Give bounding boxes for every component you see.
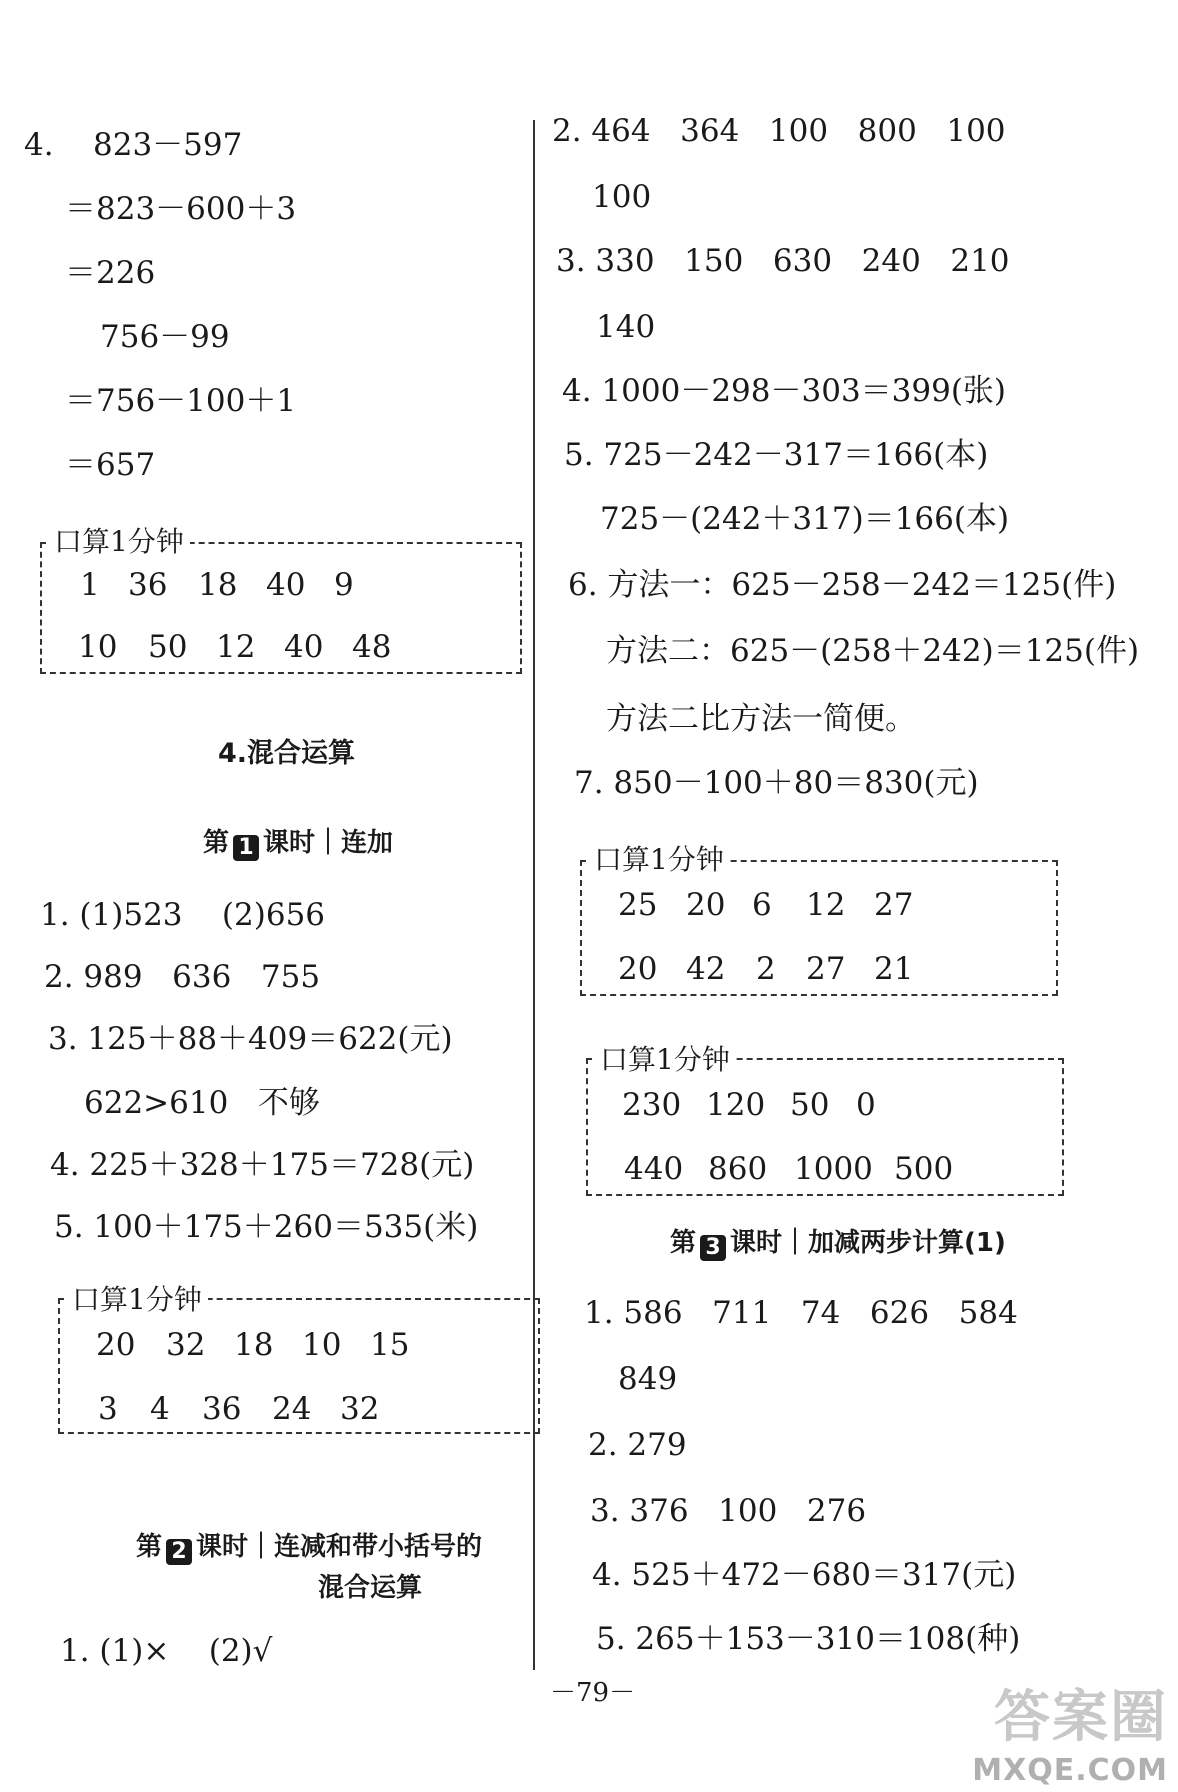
q4-line-4: 756－99 <box>100 319 230 355</box>
box2-r2-1: 4 <box>150 1391 170 1427</box>
box1-r2-2: 12 <box>216 629 256 665</box>
box4-r1-0: 230 <box>622 1087 682 1123</box>
box1-r1-0: 1 <box>80 567 100 603</box>
q4-line-3: ＝226 <box>65 255 156 291</box>
box1-r2-3: 40 <box>284 629 324 665</box>
box4-r2-2: 1000 <box>794 1151 873 1187</box>
lesson-2-prefix: 第 <box>136 1532 163 1562</box>
r-answer-5: 5. 725－242－317＝166(本) <box>564 437 989 473</box>
l3-answer-1b: 849 <box>618 1361 678 1397</box>
page-number: －79－ <box>550 1678 636 1708</box>
box2-r1-0: 20 <box>96 1327 136 1363</box>
l3-answer-1: 1. 586 711 74 626 584 <box>584 1295 1018 1331</box>
box1-label: 口算1分钟 <box>48 528 190 556</box>
r-answer-6c: 方法二比方法一简便。 <box>606 701 916 737</box>
lesson-2-suffix: 课时｜连减和带小括号的 <box>196 1532 483 1562</box>
column-divider <box>533 120 535 1670</box>
l1-answer-3: 3. 125＋88＋409＝622(元) <box>48 1021 453 1057</box>
box3-r1-0: 25 <box>618 887 658 923</box>
watermark-logo <box>972 1673 1168 1788</box>
r-answer-3b: 140 <box>596 309 656 345</box>
box4-r2-0: 440 <box>624 1151 684 1187</box>
r-answer-2b: 100 <box>592 179 652 215</box>
watermark-line-1: 答案圈 <box>994 1685 1168 1750</box>
box4-r1-3: 0 <box>856 1087 876 1123</box>
box1-r2-4: 48 <box>352 629 392 665</box>
section-title: 4.混合运算 <box>218 738 356 769</box>
l3-answer-2: 2. 279 <box>588 1427 687 1463</box>
r-answer-6b: 方法二：625－(258＋242)＝125(件) <box>606 633 1140 669</box>
lesson-2-number-badge: 2 <box>166 1539 192 1565</box>
box4-r1-1: 120 <box>706 1087 766 1123</box>
box4-r1-2: 50 <box>790 1087 830 1123</box>
q4-line-1: 4. 823－597 <box>24 127 243 163</box>
box1-r1-2: 18 <box>198 567 238 603</box>
r-answer-5b: 725－(242＋317)＝166(本) <box>600 501 1010 537</box>
l1-answer-5: 5. 100＋175＋260＝535(米) <box>54 1209 479 1245</box>
l3-answer-3: 3. 376 100 276 <box>590 1493 867 1529</box>
box2-label: 口算1分钟 <box>66 1286 208 1314</box>
q4-line-6: ＝657 <box>65 447 156 483</box>
box3-r1-1: 20 <box>686 887 726 923</box>
box2-r2-0: 3 <box>98 1391 118 1427</box>
box3-r2-2: 2 <box>756 951 776 987</box>
lesson-1-number-badge: 1 <box>233 835 259 861</box>
q4-line-5: ＝756－100＋1 <box>65 383 297 419</box>
l2-answer-1: 1. (1)× (2)√ <box>60 1633 273 1669</box>
lesson-3-number-badge: 3 <box>700 1235 726 1261</box>
lesson-2-heading-line2: 混合运算 <box>318 1573 423 1603</box>
box2-r2-3: 24 <box>272 1391 312 1427</box>
box3-r2-1: 42 <box>686 951 726 987</box>
box1-r2-0: 10 <box>78 629 118 665</box>
box2-r2-2: 36 <box>202 1391 242 1427</box>
l1-answer-3b: 622>610 不够 <box>84 1085 320 1121</box>
l1-answer-1: 1. (1)523 (2)656 <box>40 897 326 933</box>
box4-r2-1: 860 <box>708 1151 768 1187</box>
box3-r2-3: 27 <box>806 951 846 987</box>
watermark-line-2: MXQE.COM <box>972 1753 1168 1788</box>
r-answer-2: 2. 464 364 100 800 100 <box>552 113 1006 149</box>
box1-r1-3: 40 <box>266 567 306 603</box>
lesson-1-prefix: 第 <box>203 828 230 858</box>
l3-answer-4: 4. 525＋472－680＝317(元) <box>592 1557 1017 1593</box>
box3-r1-2: 6 <box>752 887 772 923</box>
lesson-3-suffix: 课时｜加减两步计算(1) <box>730 1228 1006 1258</box>
box4-r2-3: 500 <box>894 1151 954 1187</box>
box2-r1-2: 18 <box>234 1327 274 1363</box>
l1-answer-2: 2. 989 636 755 <box>44 959 321 995</box>
box3-r2-0: 20 <box>618 951 658 987</box>
lesson-3-prefix: 第 <box>670 1228 697 1258</box>
r-answer-3: 3. 330 150 630 240 210 <box>556 243 1010 279</box>
box3-label: 口算1分钟 <box>588 846 730 874</box>
r-answer-7: 7. 850－100＋80＝830(元) <box>574 765 979 801</box>
box3-r1-4: 27 <box>874 887 914 923</box>
box2-r1-4: 15 <box>370 1327 410 1363</box>
lesson-1-suffix: 课时｜连加 <box>263 828 394 858</box>
box3-r2-4: 21 <box>874 951 914 987</box>
l3-answer-5: 5. 265＋153－310＝108(种) <box>596 1621 1021 1657</box>
box1-r1-4: 9 <box>334 567 354 603</box>
box2-r1-3: 10 <box>302 1327 342 1363</box>
lesson-2-heading <box>136 1534 482 1565</box>
lesson-1-heading <box>203 830 393 861</box>
q4-line-2: ＝823－600＋3 <box>65 191 297 227</box>
l1-answer-4: 4. 225＋328＋175＝728(元) <box>50 1147 475 1183</box>
box4-label: 口算1分钟 <box>594 1046 736 1074</box>
r-answer-6: 6. 方法一：625－258－242＝125(件) <box>568 567 1117 603</box>
r-answer-4: 4. 1000－298－303＝399(张) <box>562 373 1007 409</box>
box1-r2-1: 50 <box>148 629 188 665</box>
box1-r1-1: 36 <box>128 567 168 603</box>
lesson-3-heading <box>670 1230 1006 1261</box>
box3-r1-3: 12 <box>806 887 846 923</box>
box2-r1-1: 32 <box>166 1327 206 1363</box>
box2-r2-4: 32 <box>340 1391 380 1427</box>
